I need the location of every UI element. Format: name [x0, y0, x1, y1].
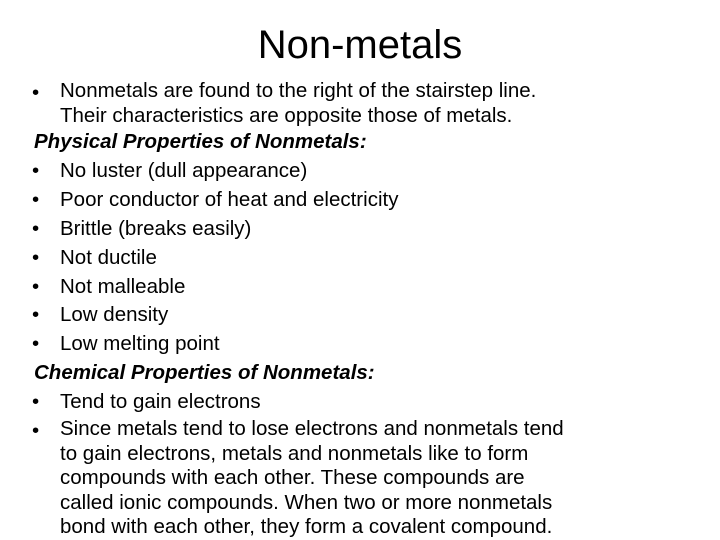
intro-line: Nonmetals are found to the right of the stairstep line. [60, 79, 537, 102]
list-item [32, 186, 702, 215]
list-item [32, 273, 702, 302]
list-item-line: bond with each other, they form a covalent compound. [60, 515, 553, 539]
list-item-text: Brittle (breaks easily) [60, 216, 252, 240]
bullet-glyph: • [32, 390, 40, 414]
bullet-glyph: • [32, 274, 40, 298]
list-item-text: Low melting point [60, 332, 220, 356]
list-item-text [60, 417, 702, 540]
list-item-line: called ionic compounds. When two or more nonmetals [60, 490, 553, 514]
list-item [32, 388, 702, 417]
list-item-line: Since metals tend to lose electrons and nonmetals tend [60, 417, 564, 441]
list-item-line: compounds with each other. These compounds are [60, 466, 525, 490]
list-item [32, 417, 702, 540]
bullet-glyph: • [32, 419, 40, 443]
intro-line: Their characteristics are opposite those of metals. [60, 103, 513, 127]
list-item-line: to gain electrons, metals and nonmetals like to form [60, 441, 529, 465]
physical-properties-heading: Physical Properties of Nonmetals: [34, 130, 367, 153]
bullet-glyph: • [32, 332, 40, 356]
bullet-glyph: • [32, 303, 40, 327]
chemical-properties-heading: Chemical Properties of Nonmetals: [34, 361, 375, 385]
bullet-glyph: • [32, 216, 40, 240]
list-item [32, 157, 702, 186]
list-item [32, 330, 702, 359]
bullet-glyph: • [32, 158, 40, 182]
bullet-glyph: • [32, 81, 40, 104]
list-item [32, 215, 702, 244]
list-item-text: No luster (dull appearance) [60, 158, 308, 182]
list-item-text: Low density [60, 303, 169, 327]
list-item-text: Not ductile [60, 245, 157, 269]
list-item-text: Not malleable [60, 274, 186, 298]
list-item [32, 301, 702, 330]
intro-bullet [32, 79, 702, 128]
bullet-glyph: • [32, 187, 40, 211]
bullet-glyph: • [32, 245, 40, 269]
slide-body [32, 79, 702, 540]
slide-title: Non-metals [257, 23, 463, 67]
list-item [32, 244, 702, 273]
list-item-text: Tend to gain electrons [60, 390, 261, 414]
intro-text [60, 79, 702, 128]
list-item-text: Poor conductor of heat and electricity [60, 187, 399, 211]
